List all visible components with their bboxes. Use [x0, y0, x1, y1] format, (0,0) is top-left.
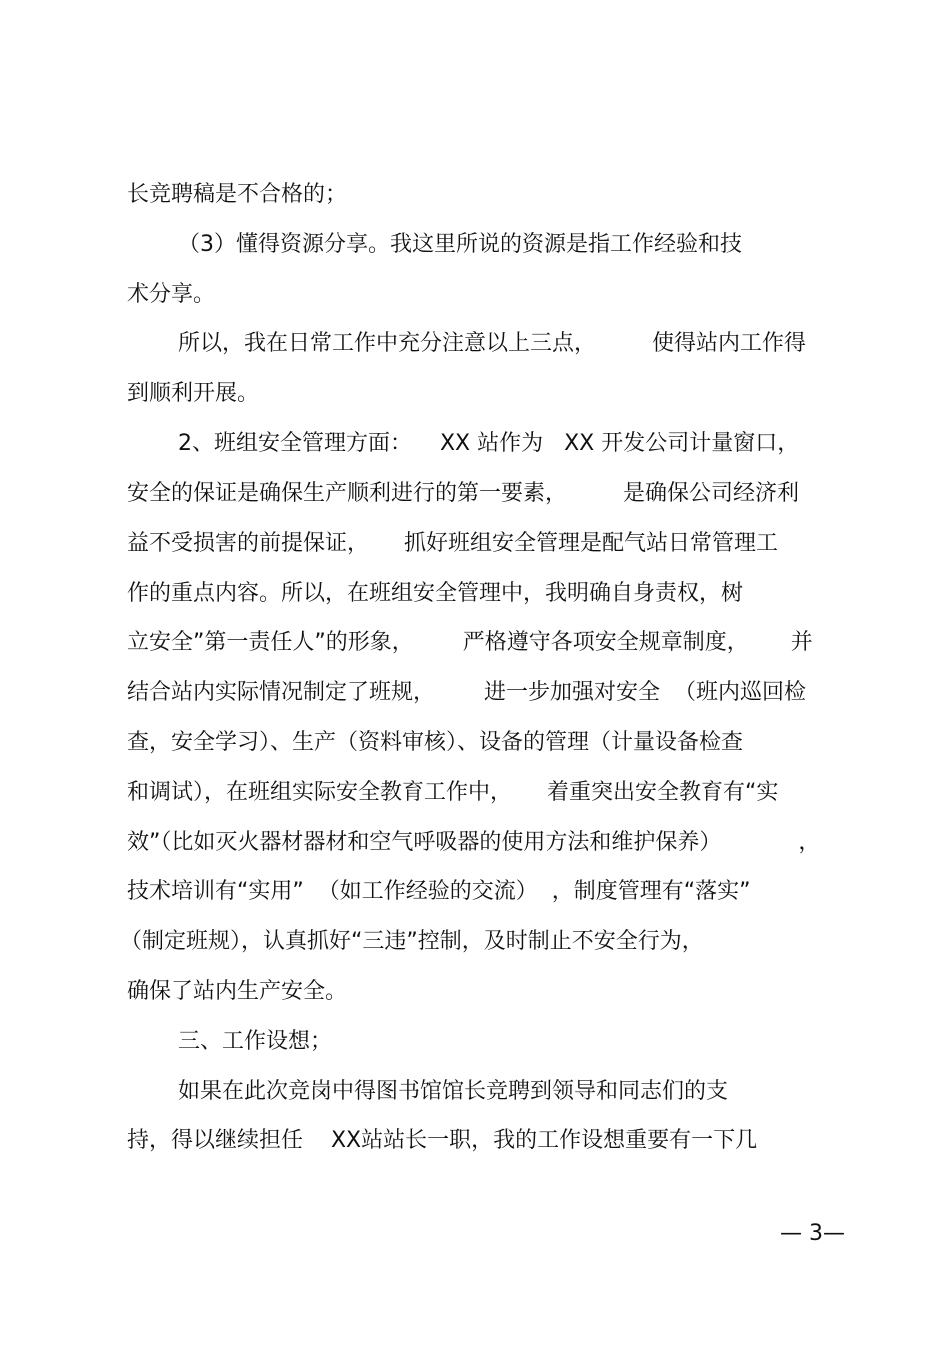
text-line: 技术培训有“实用” （如工作经验的交流） ，制度管理有“落实” [127, 879, 751, 904]
text-line: 2、班组安全管理方面： XX 站作为 XX 开发公司计量窗口， [178, 431, 800, 456]
text-line: 到顺利开展。 [127, 381, 260, 406]
page-number: — 3— [780, 1221, 845, 1246]
section-heading: 三、工作设想； [178, 1029, 333, 1054]
text-line: 确保了站内生产安全。 [127, 979, 348, 1004]
text-line: 长竞聘稿是不合格的； [127, 182, 348, 207]
text-line: 查，安全学习）、生产（资料审核）、设备的管理（计量设备检查 [127, 730, 744, 755]
text-line: 如果在此次竞岗中得图书馆馆长竞聘到领导和同志们的支 [178, 1079, 729, 1104]
text-line: 所以，我在日常工作中充分注意以上三点， 使得站内工作得 [178, 331, 806, 356]
text-line: 结合站内实际情况制定了班规， 进一步加强对安全 （班内巡回检 [127, 680, 806, 705]
text-line: 立安全”第一责任人”的形象， 严格遵守各项安全规章制度， 并 [127, 630, 813, 655]
text-line: （3）懂得资源分享。我这里所说的资源是指工作经验和技 [178, 232, 742, 257]
text-line: 效”（比如灭火器材器材和空气呼吸器的使用方法和维护保养） ， [127, 830, 821, 855]
text-line: 作的重点内容。所以，在班组安全管理中，我明确自身责权，树 [127, 581, 744, 606]
text-line: 持，得以继续担任 XX站站长一职，我的工作设想重要有一下几 [127, 1128, 758, 1153]
text-line: 和调试），在班组实际安全教育工作中， 着重突出安全教育有“实 [127, 780, 779, 805]
text-line: 术分享。 [127, 282, 216, 307]
text-line: 益不受损害的前提保证， 抓好班组安全管理是配气站日常管理工 [127, 531, 778, 556]
text-line: （制定班规），认真抓好“三违”控制，及时制止不安全行为， [120, 929, 704, 954]
text-line: 安全的保证是确保生产顺利进行的第一要素， 是确保公司经济利 [127, 481, 799, 506]
